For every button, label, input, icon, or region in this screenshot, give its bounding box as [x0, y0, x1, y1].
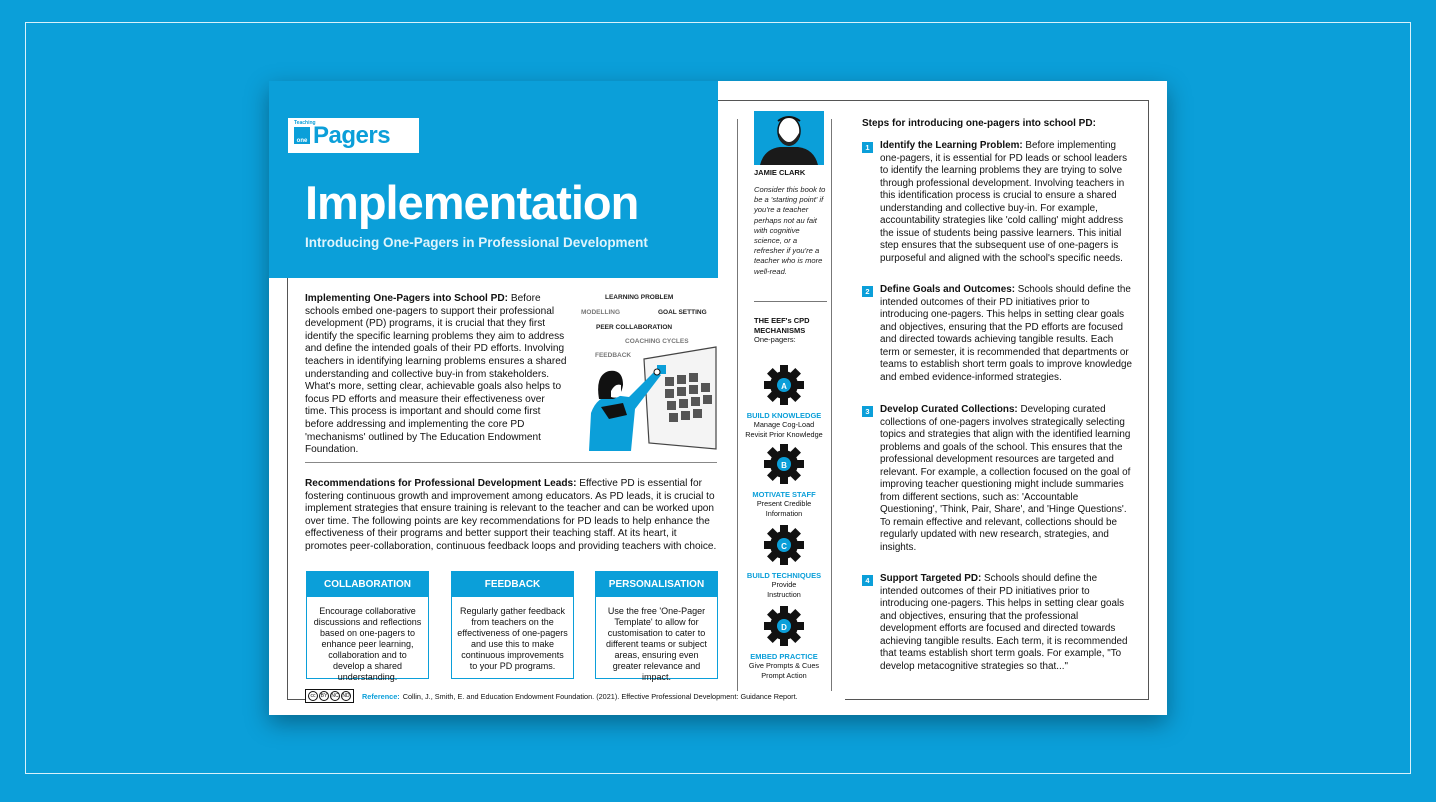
mechanism-line: Prompt Action: [761, 670, 807, 680]
card-body: Encourage collaborative discussions and reflections based on one-pagers to enhance peer learning, collaboration and to develop a shared understanding.: [313, 606, 422, 682]
mechanism-line: Manage Cog-Load: [753, 420, 815, 429]
hero-banner: [269, 81, 718, 278]
step-number: 1: [862, 142, 873, 153]
reference-text: Collin, J., Smith, E. and Education Endowment Foundation. (2021). Effective Professional Development: Guidance Report.: [402, 691, 798, 701]
intro-body: Before schools embed one-pagers to support their professional development (PD) programs, it is crucial that they first identify the specific learning problems they aim to address and define the intended goals of their PD efforts. Involving teachers in identifying learning problems ensures a shared understanding and collective buy-in from stakeholders. What's more, setting clear, achievable goals also helps to focus PD efforts and measure their effectiveness over time. This process is important and should come first before addressing and implementing the core PD 'mechanisms' outlined by The Education Endowment Foundation.: [305, 293, 567, 456]
mechanism-line: Present Credible: [756, 499, 812, 508]
step-text: [880, 404, 1132, 554]
logo-mark-text: one: [296, 138, 308, 144]
card-collaboration: [306, 571, 429, 682]
mechanism-title: MOTIVATE STAFF: [752, 490, 816, 499]
logo: [288, 118, 419, 153]
whiteboard-figure: [569, 291, 719, 451]
step-text: [880, 284, 1132, 384]
cc-nd-icon: ND: [342, 693, 350, 699]
step-3: [862, 404, 1132, 554]
mechanism-title: EMBED PRACTICE: [750, 652, 818, 661]
intro-paragraph: [305, 293, 567, 457]
recommendations-body: Effective PD is essential for fostering continuous growth and improvement among educators. As PD leads, it is crucial to implement strategies that ensure training is relevant to the teacher and can be worked upon over time. The following points are key recommendations for PD leads to help enhance the effectiveness of their programs and better support their teaching staff. At its heart, it promotes peer-collaboration, continuous feedback loops and providing teachers with choice.: [305, 478, 717, 552]
step-1: [862, 140, 1132, 265]
illu-label-peer-collaboration: PEER COLLABORATION: [596, 324, 673, 331]
logo-mark: [294, 120, 316, 144]
card-title: FEEDBACK: [452, 572, 573, 597]
mechanism-title: BUILD KNOWLEDGE: [746, 411, 822, 420]
mechanism-line: Give Prompts & Cues: [748, 661, 820, 670]
eef-subtitle: One-pagers:: [754, 335, 796, 344]
column-divider-right: [831, 119, 832, 691]
gear-a-icon: [762, 364, 806, 406]
eef-title: THE EEF's CPD MECHANISMS: [754, 316, 810, 335]
column-divider-left: [737, 119, 738, 691]
step-body: Before implementing one-pagers, it is essential for PD leads or school leaders to identify the learning problems they are trying to solve through professional development. Involving teachers in this identification process is crucial to ensure a shared understanding and collective buy-in. For example, accountability strategies like 'cold calling' might address the issue of students being passive learners. This initial step ensures that the subsequent use of one-pagers is purposeful and aligned with the school's specific needs.: [880, 140, 1128, 264]
cc-nc-icon: NC: [331, 693, 339, 699]
step-title: Support Targeted PD:: [880, 573, 982, 584]
mechanism-d: [739, 605, 829, 680]
cc-by-icon: BY: [320, 693, 328, 699]
gear-c-icon: [762, 524, 806, 566]
creative-commons-badge: [305, 689, 354, 703]
mechanism-c: [739, 524, 829, 599]
mechanism-title: BUILD TECHNIQUES: [746, 571, 822, 580]
mechanism-line: Instruction: [767, 589, 801, 599]
step-title: Identify the Learning Problem:: [880, 140, 1023, 151]
svg-text:B: B: [781, 461, 787, 470]
step-4: [862, 573, 1132, 673]
mechanism-line: Revisit Prior Knowledge: [745, 429, 823, 439]
recommendations-paragraph: [305, 478, 718, 553]
svg-text:A: A: [781, 382, 787, 391]
step-number: 4: [862, 575, 873, 586]
teacher-illustration: [569, 291, 719, 451]
logo-text: Pagers: [313, 121, 391, 149]
steps-heading: Steps for introducing one-pagers into school PD:: [862, 118, 1096, 129]
mechanism-b: [739, 443, 829, 518]
illu-label-feedback: FEEDBACK: [595, 352, 632, 359]
section-divider: [305, 462, 717, 463]
step-number: 3: [862, 406, 873, 417]
step-number: 2: [862, 286, 873, 297]
step-body: Developing curated collections of one-pagers involves strategically selecting topics and strategies that align with the identified learning problems and goals of the school. This ensures that the professional development resources are targeted and relevant. For example, a collection focused on the goal of improving teacher questioning might include summaries from different sections, such as: 'Accountable Questioning', 'Think, Pair, Share', and 'Hinge Questions'. To remain effective and relevant, collections should be regularly updated with new research, strategies, and insights.: [880, 404, 1131, 553]
svg-text:C: C: [781, 542, 787, 551]
svg-text:D: D: [781, 623, 787, 632]
mid-divider: [754, 301, 827, 302]
gear-d-icon: [762, 605, 806, 647]
illu-label-goal-setting: GOAL SETTING: [658, 309, 707, 316]
author-name: JAMIE CLARK: [754, 168, 806, 177]
gear-b-icon: [762, 443, 806, 485]
intro-heading: Implementing One-Pagers into School PD:: [305, 293, 509, 304]
page-title: Implementation: [305, 176, 639, 229]
mechanism-line: Provide: [771, 580, 797, 589]
mechanism-a: [739, 364, 829, 439]
illu-label-coaching-cycles: COACHING CYCLES: [625, 338, 689, 345]
card-title: COLLABORATION: [307, 572, 428, 597]
card-feedback: [451, 571, 574, 679]
illu-label-learning-problem: LEARNING PROBLEM: [605, 294, 674, 301]
step-text: [880, 140, 1132, 265]
reference-label: Reference:: [362, 691, 400, 701]
card-title: PERSONALISATION: [596, 572, 717, 597]
step-2: [862, 284, 1132, 384]
illu-label-modelling: MODELLING: [581, 309, 620, 316]
one-pager-document: [269, 81, 1167, 715]
author-portrait: [754, 111, 824, 165]
step-title: Define Goals and Outcomes:: [880, 284, 1015, 295]
recommendations-heading: Recommendations for Professional Development Leads:: [305, 478, 577, 489]
logo-small-text: Teaching: [294, 120, 316, 126]
page-subtitle: Introducing One-Pagers in Professional Development: [305, 235, 648, 250]
card-body: Regularly gather feedback from teachers on the effectiveness of one-pagers and use this to make continuous improvements to your PD programs.: [457, 606, 568, 671]
step-body: Schools should define the intended outcomes of their PD initiatives prior to introducing one-pagers. This helps in setting clear goals and objectives, ensuring that the PD efforts are focused and directed towards achieving tangible results. Each term or semester, it is recommended that departments or teams to establish short term goals to improve knowledge and embed evidence-informed strategies.: [880, 284, 1132, 383]
author-quote: Consider this book to be a 'starting point' if you're a teacher perhaps not au fait with cognitive science, or a refresher if you're a teacher who is more well-read.: [754, 185, 826, 276]
cc-icon: cc: [308, 691, 318, 701]
step-text: [880, 573, 1132, 673]
reference-footer: [305, 687, 845, 705]
card-body: Use the free 'One-Pager Template' to allow for customisation to cater to different teams or subject areas, ensuring even greater relevance and impact.: [606, 606, 707, 682]
eef-heading: [754, 316, 826, 345]
author-avatar: [754, 111, 824, 165]
card-personalisation: [595, 571, 718, 682]
step-body: Schools should define the intended outcomes of their PD initiatives prior to introducing one-pagers. This helps in setting clear goals and objectives, ensuring that the professional development efforts are focused and directed towards achieving tangible results. Each term, it is recommended that teams establish short term goals. For example, "To develop metacognitive strategies so that...": [880, 573, 1128, 672]
mechanism-line: Information: [765, 508, 803, 518]
step-title: Develop Curated Collections:: [880, 404, 1018, 415]
